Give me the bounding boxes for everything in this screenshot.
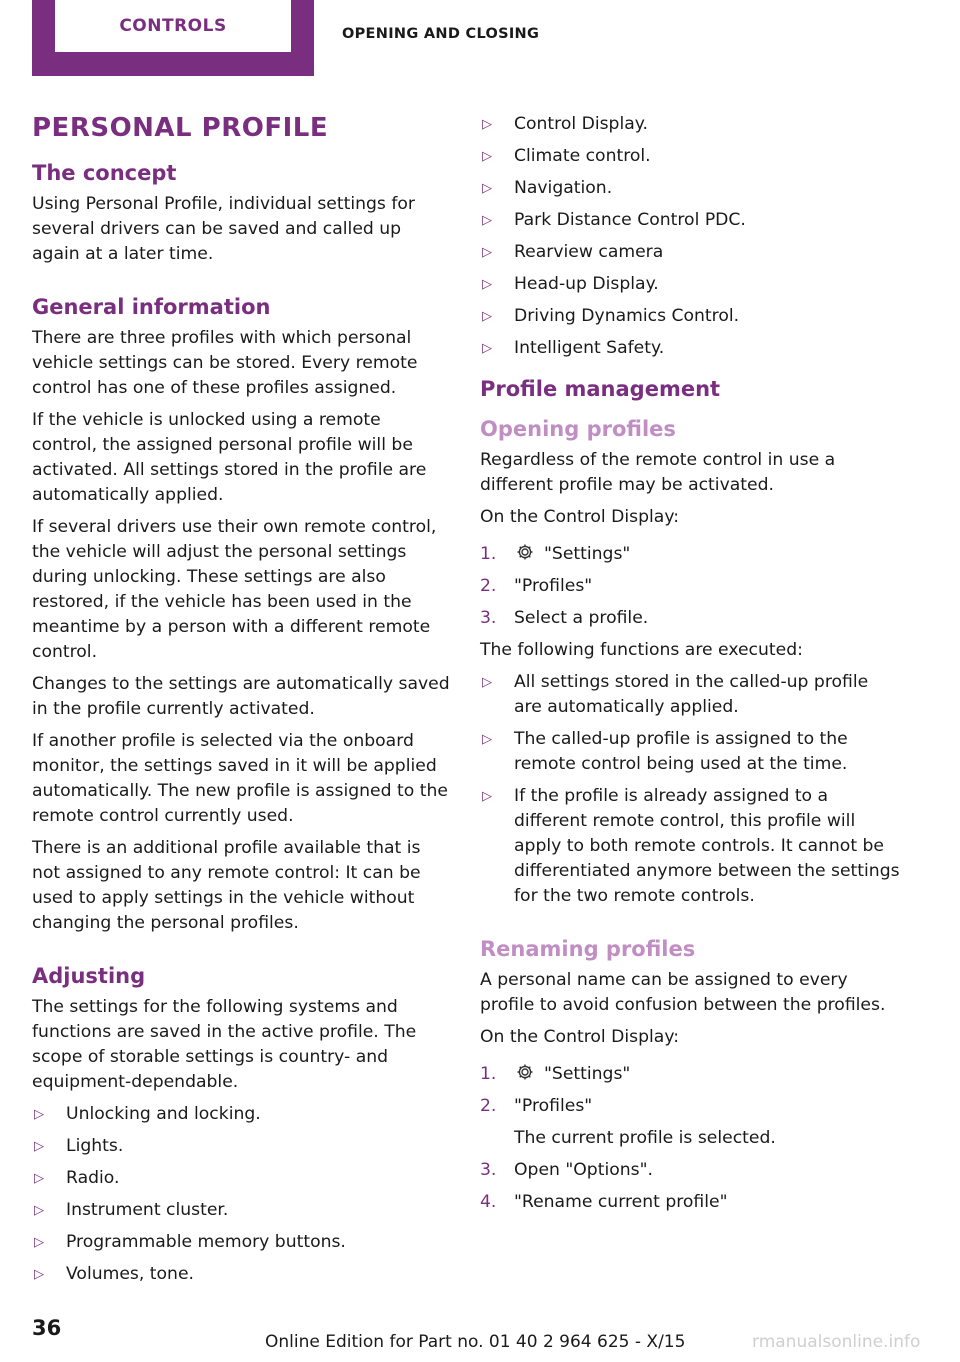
- gear-icon: [514, 1062, 536, 1082]
- chapter-tab-label-box: [55, 0, 291, 52]
- bullet-triangle-icon: ▷: [482, 117, 492, 132]
- functions-list: [480, 670, 900, 909]
- renaming-text: A personal name can be assigned to every profile to avoid confusion between the profiles.: [480, 970, 886, 1015]
- list-item: ▷ Intelligent Safety.: [480, 336, 900, 361]
- bullet-triangle-icon: ▷: [34, 1267, 44, 1282]
- step-item: 1. "Settings": [480, 1062, 900, 1087]
- list-item: ▷ Unlocking and locking.: [32, 1102, 450, 1127]
- list-item: ▷ Park Distance Control PDC.: [480, 208, 900, 233]
- step-number: 3.: [480, 608, 497, 628]
- step-item: 3. Open "Options".: [480, 1158, 900, 1183]
- list-item: ▷ Driving Dynamics Control.: [480, 304, 900, 329]
- step-number: 4.: [480, 1192, 497, 1212]
- list-item: ▷ Control Display.: [480, 112, 900, 137]
- bullet-triangle-icon: ▷: [482, 309, 492, 324]
- step-item: 2. "Profiles": [480, 1094, 900, 1119]
- adjusting-heading: Adjusting: [32, 964, 146, 988]
- edition-footer: Online Edition for Part no. 01 40 2 964 625 - X/15: [265, 1332, 686, 1352]
- step-item: 4. "Rename current profile": [480, 1190, 900, 1215]
- bullet-triangle-icon: ▷: [482, 732, 492, 747]
- step-item: 3. Select a profile.: [480, 606, 900, 631]
- opening-steps: [480, 542, 900, 631]
- list-item: ▷ Rearview camera: [480, 240, 900, 265]
- concept-heading: The concept: [32, 161, 177, 185]
- bullet-triangle-icon: ▷: [482, 341, 492, 356]
- renaming-steps-continued: [480, 1158, 900, 1215]
- list-item: ▷ Volumes, tone.: [32, 1262, 450, 1287]
- chapter-title: CONTROLS: [119, 16, 227, 36]
- step-note: The current profile is selected.: [514, 1128, 776, 1148]
- renaming-display-label: On the Control Display:: [480, 1027, 680, 1047]
- bullet-triangle-icon: ▷: [482, 789, 492, 804]
- general-heading: General information: [32, 295, 271, 319]
- bullet-triangle-icon: ▷: [482, 277, 492, 292]
- list-item: ▷ Head-up Display.: [480, 272, 900, 297]
- bullet-triangle-icon: ▷: [482, 181, 492, 196]
- step-item: 1. "Settings": [480, 542, 900, 567]
- list-item: ▷ Lights.: [32, 1134, 450, 1159]
- general-paragraph: Changes to the settings are automatically saved in the profile currently activated.: [32, 674, 450, 719]
- opening-heading: Opening profiles: [480, 417, 676, 441]
- concept-text: Using Personal Profile, individual settings for several drivers can be saved and called up again at a later time.: [32, 194, 415, 264]
- general-paragraph: If several drivers use their own remote control, the vehicle will adjust the personal settings during unlocking. These settings are also restored, if the vehicle has been used in the meantime by a person with a different remote control.: [32, 517, 437, 662]
- bullet-triangle-icon: ▷: [482, 675, 492, 690]
- watermark-text: rmanualsonline.info: [752, 1332, 921, 1352]
- list-item: ▷ Climate control.: [480, 144, 900, 169]
- bullet-triangle-icon: ▷: [34, 1107, 44, 1122]
- general-paragraph: There are three profiles with which personal vehicle settings can be stored. Every remote control has one of these profiles assigned.: [32, 328, 418, 398]
- management-heading: Profile management: [480, 377, 721, 401]
- opening-text: Regardless of the remote control in use a different profile may be activated.: [480, 450, 836, 495]
- list-item: ▷ Navigation.: [480, 176, 900, 201]
- bullet-triangle-icon: ▷: [34, 1171, 44, 1186]
- adjusting-list-continued: [480, 112, 900, 361]
- step-item: 2. "Profiles": [480, 574, 900, 599]
- renaming-heading: Renaming profiles: [480, 937, 696, 961]
- step-number: 2.: [480, 1096, 497, 1116]
- bullet-triangle-icon: ▷: [482, 245, 492, 260]
- opening-display-label: On the Control Display:: [480, 507, 680, 527]
- renaming-steps: [480, 1062, 900, 1119]
- step-number: 2.: [480, 576, 497, 596]
- general-paragraph: If another profile is selected via the onboard monitor, the settings saved in it will be applied automatically. The new profile is assigned to the remote control currently used.: [32, 731, 448, 826]
- list-item: ▷ The called-up profile is assigned to the remote control being used at the time.: [482, 729, 848, 774]
- page-title: PERSONAL PROFILE: [32, 113, 329, 143]
- list-item: ▷ If the profile is already assigned to a different remote control, this profile will apply to both remote controls. It cannot be differentiated anymore between the settings for the two remote controls.: [482, 786, 900, 906]
- page-number: 36: [32, 1316, 62, 1340]
- bullet-triangle-icon: ▷: [34, 1235, 44, 1250]
- step-number: 1.: [480, 1064, 497, 1084]
- list-item: ▷ All settings stored in the called-up profile are automatically applied.: [482, 672, 869, 717]
- adjusting-list: [32, 1102, 450, 1287]
- bullet-triangle-icon: ▷: [34, 1139, 44, 1154]
- section-title: OPENING AND CLOSING: [342, 26, 540, 42]
- step-number: 1.: [480, 544, 497, 564]
- list-item: ▷ Instrument cluster.: [32, 1198, 450, 1223]
- step-number: 3.: [480, 1160, 497, 1180]
- functions-intro: The following functions are executed:: [480, 640, 803, 660]
- list-item: ▷ Radio.: [32, 1166, 450, 1191]
- general-paragraph: There is an additional profile available that is not assigned to any remote control: It can be used to apply settings in the vehicle without changing the personal profiles.: [32, 838, 421, 933]
- list-item: ▷ Programmable memory buttons.: [32, 1230, 450, 1255]
- adjusting-text: The settings for the following systems and functions are saved in the active profile. The scope of storable settings is country- and equipment-dependable.: [32, 997, 417, 1092]
- right-column: [480, 112, 900, 1222]
- left-column: [32, 110, 450, 1294]
- general-paragraph: If the vehicle is unlocked using a remote control, the assigned personal profile will be activated. All settings stored in the profile are automatically applied.: [32, 410, 427, 505]
- bullet-triangle-icon: ▷: [34, 1203, 44, 1218]
- bullet-triangle-icon: ▷: [482, 213, 492, 228]
- gear-icon: [514, 542, 536, 562]
- bullet-triangle-icon: ▷: [482, 149, 492, 164]
